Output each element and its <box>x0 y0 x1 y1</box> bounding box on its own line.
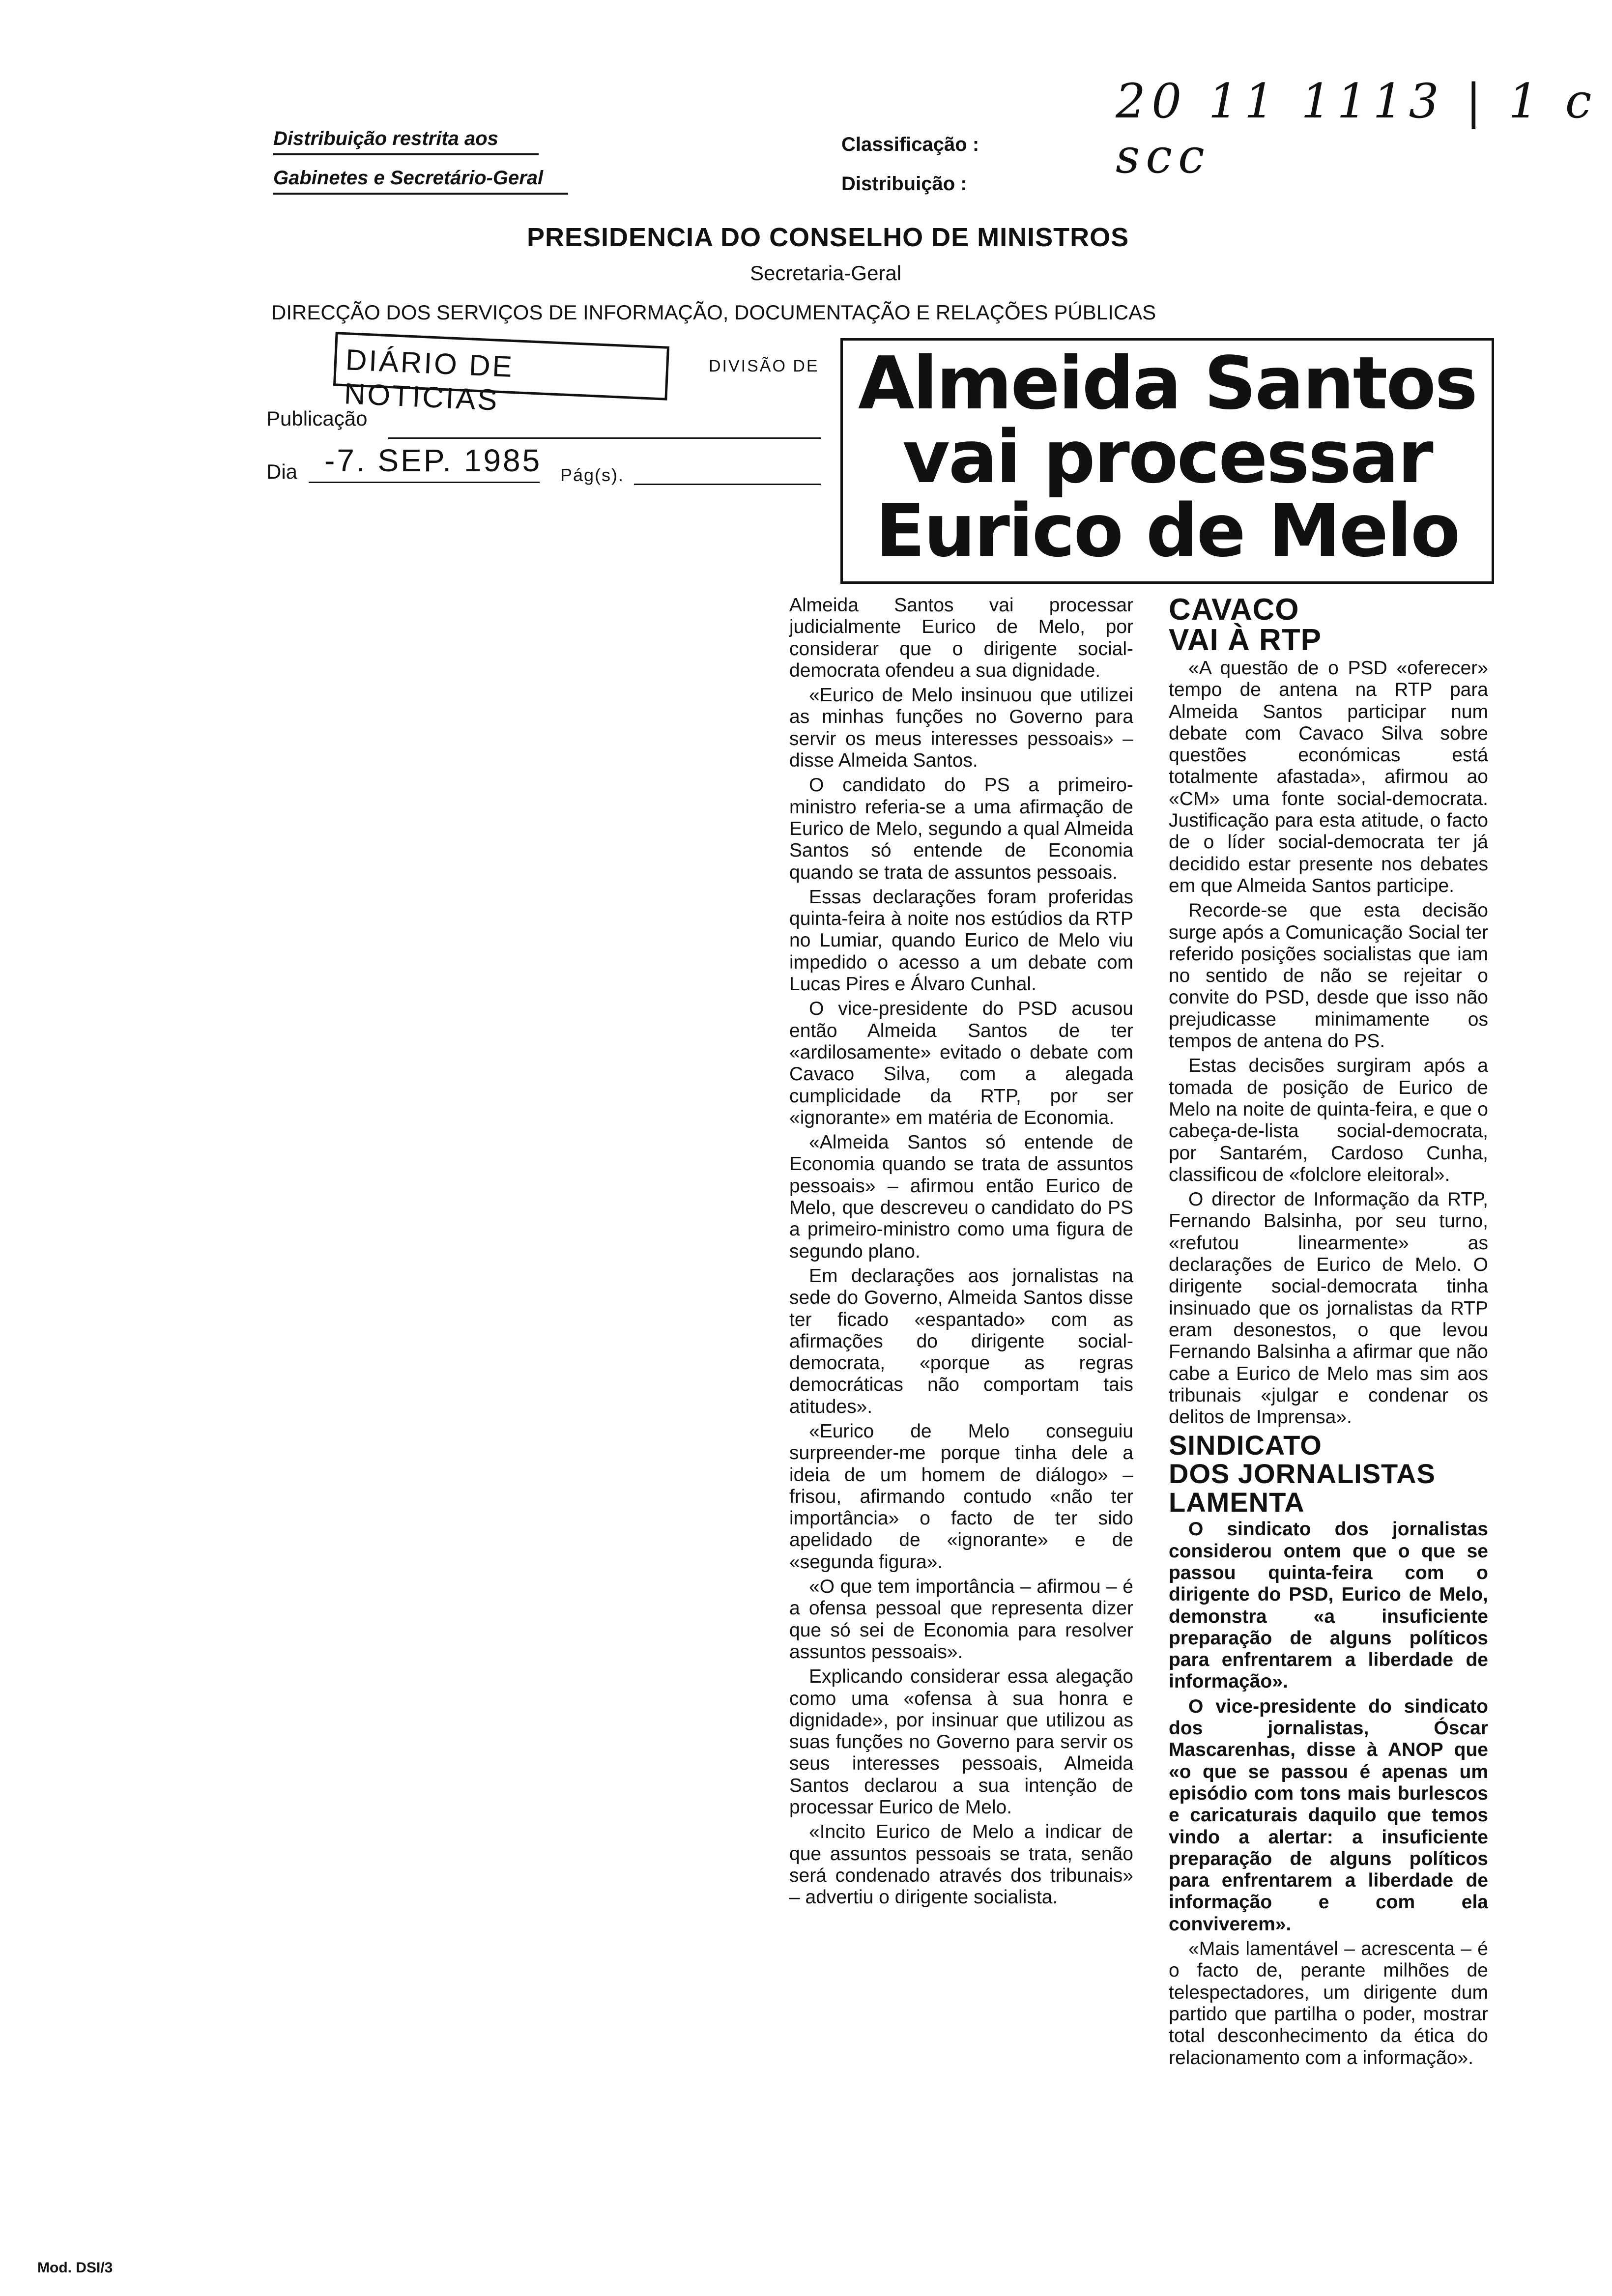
dia-field-line <box>309 482 540 483</box>
headline-box <box>840 338 1494 584</box>
divisao-label: DIVISÃO DE <box>709 357 819 375</box>
dia-value: -7. SEP. 1985 <box>324 443 542 478</box>
left-paragraph: «Almeida Santos só entende de Economia quando se trata de assuntos pessoais» – afirmou então Eurico de Melo, que descreveu o candidato do PS a primeiro-ministro como uma figura de segundo plano. <box>789 1132 1133 1262</box>
publicacao-field-line <box>388 437 821 439</box>
headline-line-1: Almeida Santos <box>858 341 1477 426</box>
article-left-column <box>789 595 1133 1912</box>
right-paragraph: O vice-presidente do sindicato dos jornalistas, Óscar Mascarenhas, disse à ANOP que «o que se passou é apenas um episódio com tons mais burlescos e caricaturais daquilo que temos vindo a alertar: a insuficiente preparação de alguns políticos para enfrentarem a liberdade de informação e com ela conviverem». <box>1169 1695 1488 1935</box>
presidencia-title: PRESIDENCIA DO CONSELHO DE MINISTROS <box>527 223 1129 252</box>
left-paragraph: Almeida Santos vai processar judicialmente Eurico de Melo, por considerar que o dirigente social-democrata ofendeu a sua dignidade. <box>789 595 1133 681</box>
headline-line-3: Eurico de Melo <box>875 488 1459 573</box>
right-paragraph: «Mais lamentável – acrescenta – é o facto de, perante milhões de telespectadores, um dirigente dum partido que partilha o poder, mostrar total desconhecimento da ética do relacionamento com a informação». <box>1169 1938 1488 2068</box>
restricted-underline-1 <box>273 153 539 155</box>
left-paragraph: Em declarações aos jornalistas na sede do Governo, Almeida Santos disse ter ficado «espantado» com as afirmações do dirigente social-democrata, «porque as regras democráticas não comportam tais atitudes». <box>789 1265 1133 1417</box>
left-paragraph: «Eurico de Melo insinuou que utilizei as minhas funções no Governo para servir os meus interesses pessoais» – disse Almeida Santos. <box>789 685 1133 772</box>
classificacao-label: Classificação : <box>841 134 979 155</box>
headline-line-2: vai processar <box>902 415 1432 499</box>
left-paragraph: «O que tem importância – afirmou – é a ofensa pessoal que representa dizer que só sei de Economia para resolver assuntos pessoais». <box>789 1576 1133 1663</box>
left-paragraph: Explicando considerar essa alegação como uma «ofensa à sua honra e dignidade», por insinuar que utilizou as suas funções no Governo para servir os seus interesses pessoais, Almeida Santos declarou a sua intenção de processar Eurico de Melo. <box>789 1666 1133 1818</box>
restricted-distribution-line1: Distribuição restrita aos <box>273 128 498 149</box>
newspaper-stamp <box>333 332 669 417</box>
stamp-text: DIÁRIO DE NOTICIAS <box>343 343 515 417</box>
left-paragraph: «Eurico de Melo conseguiu surpreender-me porque tinha dele a ideia de um homem de diálogo» – frisou, afirmando contudo «não ter importância» o facto de ter sido apelidado de «ignorante» e de «segunda figura». <box>789 1420 1133 1573</box>
left-paragraph: O candidato do PS a primeiro-ministro referia-se a uma afirmação de Eurico de Melo, segundo a qual Almeida Santos só entende de Economia quando se trata de assuntos pessoais. <box>789 775 1133 883</box>
right-paragraph: «A questão de o PSD «oferecer» tempo de antena na RTP para Almeida Santos participar num debate com Cavaco Silva sobre questões económicas está totalmente afastada», afirmou ao «CM» uma fonte social-democrata. Justificação para esta atitude, o facto de o líder social-democrata ter já decidido estar presente nos debates em que Almeida Santos participe. <box>1169 658 1488 896</box>
right-paragraph: O sindicato dos jornalistas considerou ontem que o que se passou quinta-feira com o dirigente do PSD, Eurico de Melo, demonstra «a insuficiente preparação de alguns políticos para enfrentarem a liberdade de informação». <box>1169 1519 1488 1693</box>
left-paragraph: O vice-presidente do PSD acusou então Almeida Santos de ter «ardilosamente» evitado o debate com Cavaco Silva, com a alegada cumplicidade da RTP, por ser «ignorante» em matéria de Economia. <box>789 998 1133 1128</box>
right-paragraph: Recorde-se que esta decisão surge após a Comunicação Social ter referido posições socialistas que iam no sentido de não se rejeitar o convite do PSD, desde que isso não prejudicasse minimamente os tempos de antena do PS. <box>1169 900 1488 1052</box>
right-paragraph: Estas decisões surgiram após a tomada de posição de Eurico de Melo na noite de quinta-feira, e que o cabeça-de-lista social-democrata, por Santarém, Cardoso Cunha, classificou de «folclore eleitoral». <box>1169 1055 1488 1185</box>
handwritten-reference: 20 11 1113 | 1 c scc <box>1116 74 1598 184</box>
subhead-sindicato-1: SINDICATO <box>1169 1430 1322 1461</box>
dia-label: Dia <box>266 460 298 483</box>
left-paragraph: Essas declarações foram proferidas quinta-feira à noite nos estúdios da RTP no Lumiar, quando Eurico de Melo viu impedido o acesso a um debate com Lucas Pires e Álvaro Cunhal. <box>789 886 1133 995</box>
subhead-cavaco: CAVACO VAI À RTP <box>1169 593 1322 657</box>
distribuicao-label: Distribuição : <box>841 173 967 195</box>
publicacao-label: Publicação <box>266 407 368 430</box>
model-code: Mod. DSI/3 <box>37 2260 113 2276</box>
left-paragraph: «Incito Eurico de Melo a indicar de que assuntos pessoais se trata, senão será condenado através dos tribunais» – advertiu o dirigente socialista. <box>789 1821 1133 1908</box>
pag-label: Pág(s). <box>560 465 625 485</box>
direccao-title: DIRECÇÃO DOS SERVIÇOS DE INFORMAÇÃO, DOCUMENTAÇÃO E RELAÇÕES PÚBLICAS <box>271 301 1156 324</box>
pag-field-line <box>634 484 821 485</box>
subhead-sindicato-2: DOS JORNALISTAS <box>1169 1458 1436 1490</box>
secretaria-title: Secretaria-Geral <box>750 261 902 285</box>
restricted-underline-2 <box>273 193 568 195</box>
subhead-sindicato-3: LAMENTA <box>1169 1487 1305 1518</box>
right-paragraph: O director de Informação da RTP, Fernando Balsinha, por seu turno, «refutou linearmente» as declarações de Eurico de Melo. O dirigente social-democrata tinha insinuado que os jornalistas da RTP eram desonestos, o que levou Fernando Balsinha a afirmar que não cabe a Eurico de Melo mas sim aos tribunais «julgar e condenar os delitos de Imprensa». <box>1169 1189 1488 1428</box>
article-right-column <box>1169 595 1488 2072</box>
restricted-distribution-line2: Gabinetes e Secretário-Geral <box>273 167 544 189</box>
